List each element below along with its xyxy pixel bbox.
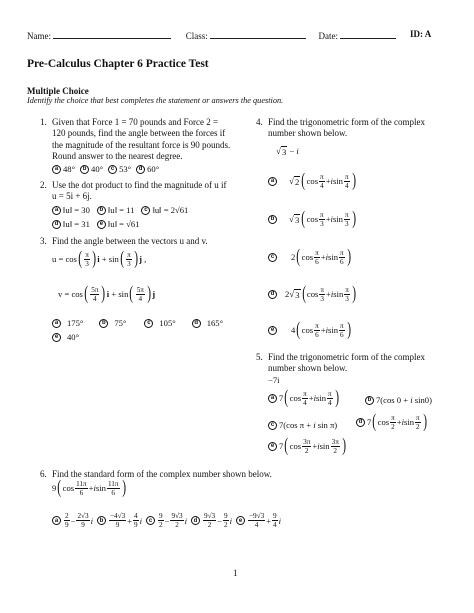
- question-text: Given that Force 1 = 70 pounds and Force 2 = 120 pounds, find the angle between the forces if the magnitude of the resultant force is 90 pounds. Round answer to the nearest degree.: [52, 117, 231, 162]
- q4-given-number: √ 3 − i: [276, 146, 299, 157]
- choice-e-expression: $\frac{-9√3}{4}$ + $\frac{9}{4}$ i: [248, 512, 282, 529]
- name-label: Name:: [27, 31, 51, 41]
- question-number: 5.: [256, 352, 263, 362]
- choice-b-text: 75°: [114, 318, 127, 328]
- choice-a-bubble[interactable]: a: [268, 177, 277, 186]
- choice-a-bubble[interactable]: a: [52, 206, 61, 215]
- choice-d-bubble[interactable]: d: [356, 418, 365, 427]
- choice-a-expression: $\frac{2}{9}$ − $\frac{2√3}{9}$ i: [65, 512, 93, 529]
- q5-choice-a: [268, 389, 340, 407]
- choice-c-text: 105°: [159, 318, 176, 328]
- choice-d-bubble[interactable]: d: [52, 220, 61, 229]
- question-2-options-row1: [52, 205, 188, 215]
- class-label: Class:: [185, 31, 208, 41]
- page-title: Pre-Calculus Chapter 6 Practice Test: [27, 58, 209, 70]
- choice-a-bubble[interactable]: a: [52, 516, 61, 525]
- question-text: Find the trigonometric form of the complex number shown below.: [268, 117, 425, 139]
- q4-choice-d: [268, 285, 357, 303]
- choice-d-expression: $\frac{9√3}{2}$ − $\frac{9}{2}$ i: [204, 512, 232, 529]
- page-number: 1: [233, 568, 238, 578]
- choice-e-expression: 7 ( cos $\frac{3\pi}{2}$ + i sin $\frac{3\pi}{2}$ ): [279, 435, 346, 456]
- choice-b-expression: 7(cos 0 + i sin0): [376, 395, 432, 405]
- choice-c-bubble[interactable]: c: [141, 206, 150, 215]
- choice-e-bubble[interactable]: e: [52, 333, 61, 342]
- question-1-options: [52, 164, 159, 174]
- q5-choice-d: [356, 413, 428, 431]
- class-field[interactable]: [210, 29, 306, 39]
- choice-b-bubble[interactable]: b: [80, 165, 89, 174]
- choice-b-bubble[interactable]: b: [99, 319, 108, 328]
- choice-e-bubble[interactable]: e: [236, 516, 245, 525]
- choice-c-bubble[interactable]: c: [108, 165, 117, 174]
- q5-choice-c: [268, 420, 337, 430]
- choice-d-expression: 2 √ 3 ( cos $\frac{\pi}{3}$ + i sin $\frac{\pi}{3}$ ): [285, 283, 356, 304]
- question-number: 6.: [40, 469, 47, 479]
- choice-b-text: ‖u‖ = 11: [107, 205, 135, 215]
- choice-b-bubble[interactable]: b: [268, 215, 277, 224]
- question-text: Find the angle between the vectors u and v.: [52, 236, 208, 246]
- choice-e-text: 40°: [67, 332, 80, 342]
- vector-u-expression: u = cos ( $\frac{\pi}{3}$ ) i + sin ( $\frac{\pi}{3}$ ) j ,: [52, 248, 147, 269]
- choice-c-bubble[interactable]: c: [268, 253, 277, 262]
- choice-e-expression: 4 ( cos $\frac{\pi}{6}$ + i sin $\frac{\pi}{6}$ ): [291, 319, 351, 340]
- q6-given-number: 9 ( cos $\frac{11\pi}{6}$ + i sin $\frac{11\pi}{6}$ ): [52, 477, 126, 498]
- question-number: 3.: [40, 236, 47, 246]
- choice-e-bubble[interactable]: e: [97, 220, 106, 229]
- q5-given-number: −7i: [268, 375, 280, 385]
- choice-d-text: ‖u‖ = 31: [63, 219, 90, 229]
- choice-c-expression: 2 ( cos $\frac{\pi}{6}$ + i sin $\frac{\pi}{6}$ ): [291, 246, 351, 267]
- choice-a-bubble[interactable]: a: [268, 394, 277, 403]
- name-field[interactable]: [53, 29, 171, 39]
- q5-choice-e: [268, 437, 347, 455]
- q4-choice-e: [268, 321, 352, 339]
- question-2: [40, 180, 232, 203]
- date-field[interactable]: [340, 29, 396, 39]
- choice-a-text: 48°: [63, 164, 76, 174]
- question-5: [256, 352, 448, 375]
- question-2-options-row2: [52, 219, 139, 229]
- choice-d-text: 165°: [206, 318, 224, 328]
- choice-c-expression: 7(cos π + i sin π): [279, 420, 338, 430]
- choice-c-expression: $\frac{9}{2}$ − $\frac{9√3}{2}$ i: [159, 512, 187, 529]
- choice-b-bubble[interactable]: b: [365, 396, 374, 405]
- id-label: ID: A: [410, 29, 432, 39]
- choice-c-bubble[interactable]: c: [144, 319, 153, 328]
- choice-a-expression: 7 ( cos $\frac{\pi}{4}$ + i sin $\frac{\pi}{4}$ ): [279, 387, 339, 408]
- q4-choice-b: [268, 210, 357, 228]
- choice-a-bubble[interactable]: a: [52, 165, 61, 174]
- choice-e-bubble[interactable]: e: [268, 442, 277, 451]
- choice-d-bubble[interactable]: d: [268, 290, 277, 299]
- question-3: [40, 236, 237, 247]
- choice-d-bubble[interactable]: d: [192, 319, 201, 328]
- date-label: Date:: [318, 31, 339, 41]
- choice-e-bubble[interactable]: e: [268, 326, 277, 335]
- choice-d-expression: 7 ( cos $\frac{\pi}{2}$ + i sin $\frac{\pi}{2}$ ): [367, 411, 427, 432]
- choice-e-text: ‖u‖ = √61: [107, 219, 140, 229]
- section-heading: Multiple Choice: [27, 86, 89, 96]
- choice-d-bubble[interactable]: d: [191, 516, 200, 525]
- question-text: Find the standard form of the complex number shown below.: [52, 469, 272, 479]
- question-text: Find the trigonometric form of the complex number shown below.: [268, 352, 425, 374]
- choice-a-bubble[interactable]: a: [52, 319, 61, 328]
- choice-b-bubble[interactable]: b: [97, 206, 106, 215]
- question-number: 1.: [40, 117, 47, 127]
- question-3-options-row1: [52, 318, 223, 328]
- section-instruction: Identify the choice that best completes the statement or answers the question.: [27, 96, 284, 105]
- choice-b-expression: $\frac{-4√3}{9}$ + $\frac{4}{9}$ i: [109, 512, 143, 529]
- q4-choice-c: [268, 248, 352, 266]
- question-number: 4.: [256, 117, 263, 127]
- q5-choice-b: [365, 395, 432, 405]
- choice-a-text: 175°: [67, 318, 84, 328]
- question-4: [256, 117, 448, 140]
- question-text: Use the dot product to find the magnitude of u if u = 5i + 6j.: [52, 180, 227, 202]
- question-number: 2.: [40, 180, 47, 190]
- header: [27, 29, 396, 41]
- q4-choice-a: [268, 172, 357, 190]
- choice-b-bubble[interactable]: b: [97, 516, 106, 525]
- choice-d-bubble[interactable]: d: [136, 165, 145, 174]
- question-1: [40, 117, 232, 163]
- choice-c-bubble[interactable]: c: [268, 421, 277, 430]
- choice-c-text: ‖u‖ = 2√61: [152, 205, 189, 215]
- choice-b-text: 40°: [91, 164, 104, 174]
- choice-a-expression: √ 2 ( cos $\frac{\pi}{4}$ + i sin $\frac{\pi}{4}$ ): [289, 170, 356, 191]
- choice-c-bubble[interactable]: c: [146, 516, 155, 525]
- question-3-options-row2: [52, 332, 79, 342]
- choice-d-text: 60°: [147, 164, 160, 174]
- choice-a-text: ‖u‖ = 30: [63, 205, 90, 215]
- vector-v-expression: v = cos ( $\frac{5\pi}{4}$ ) i + sin ( $\frac{5\pi}{4}$ ) j: [58, 283, 156, 304]
- choice-b-expression: √ 3 ( cos $\frac{\pi}{3}$ + i sin $\frac{\pi}{3}$ ): [289, 208, 356, 229]
- choice-c-text: 53°: [119, 164, 132, 174]
- question-6-options: [52, 512, 281, 529]
